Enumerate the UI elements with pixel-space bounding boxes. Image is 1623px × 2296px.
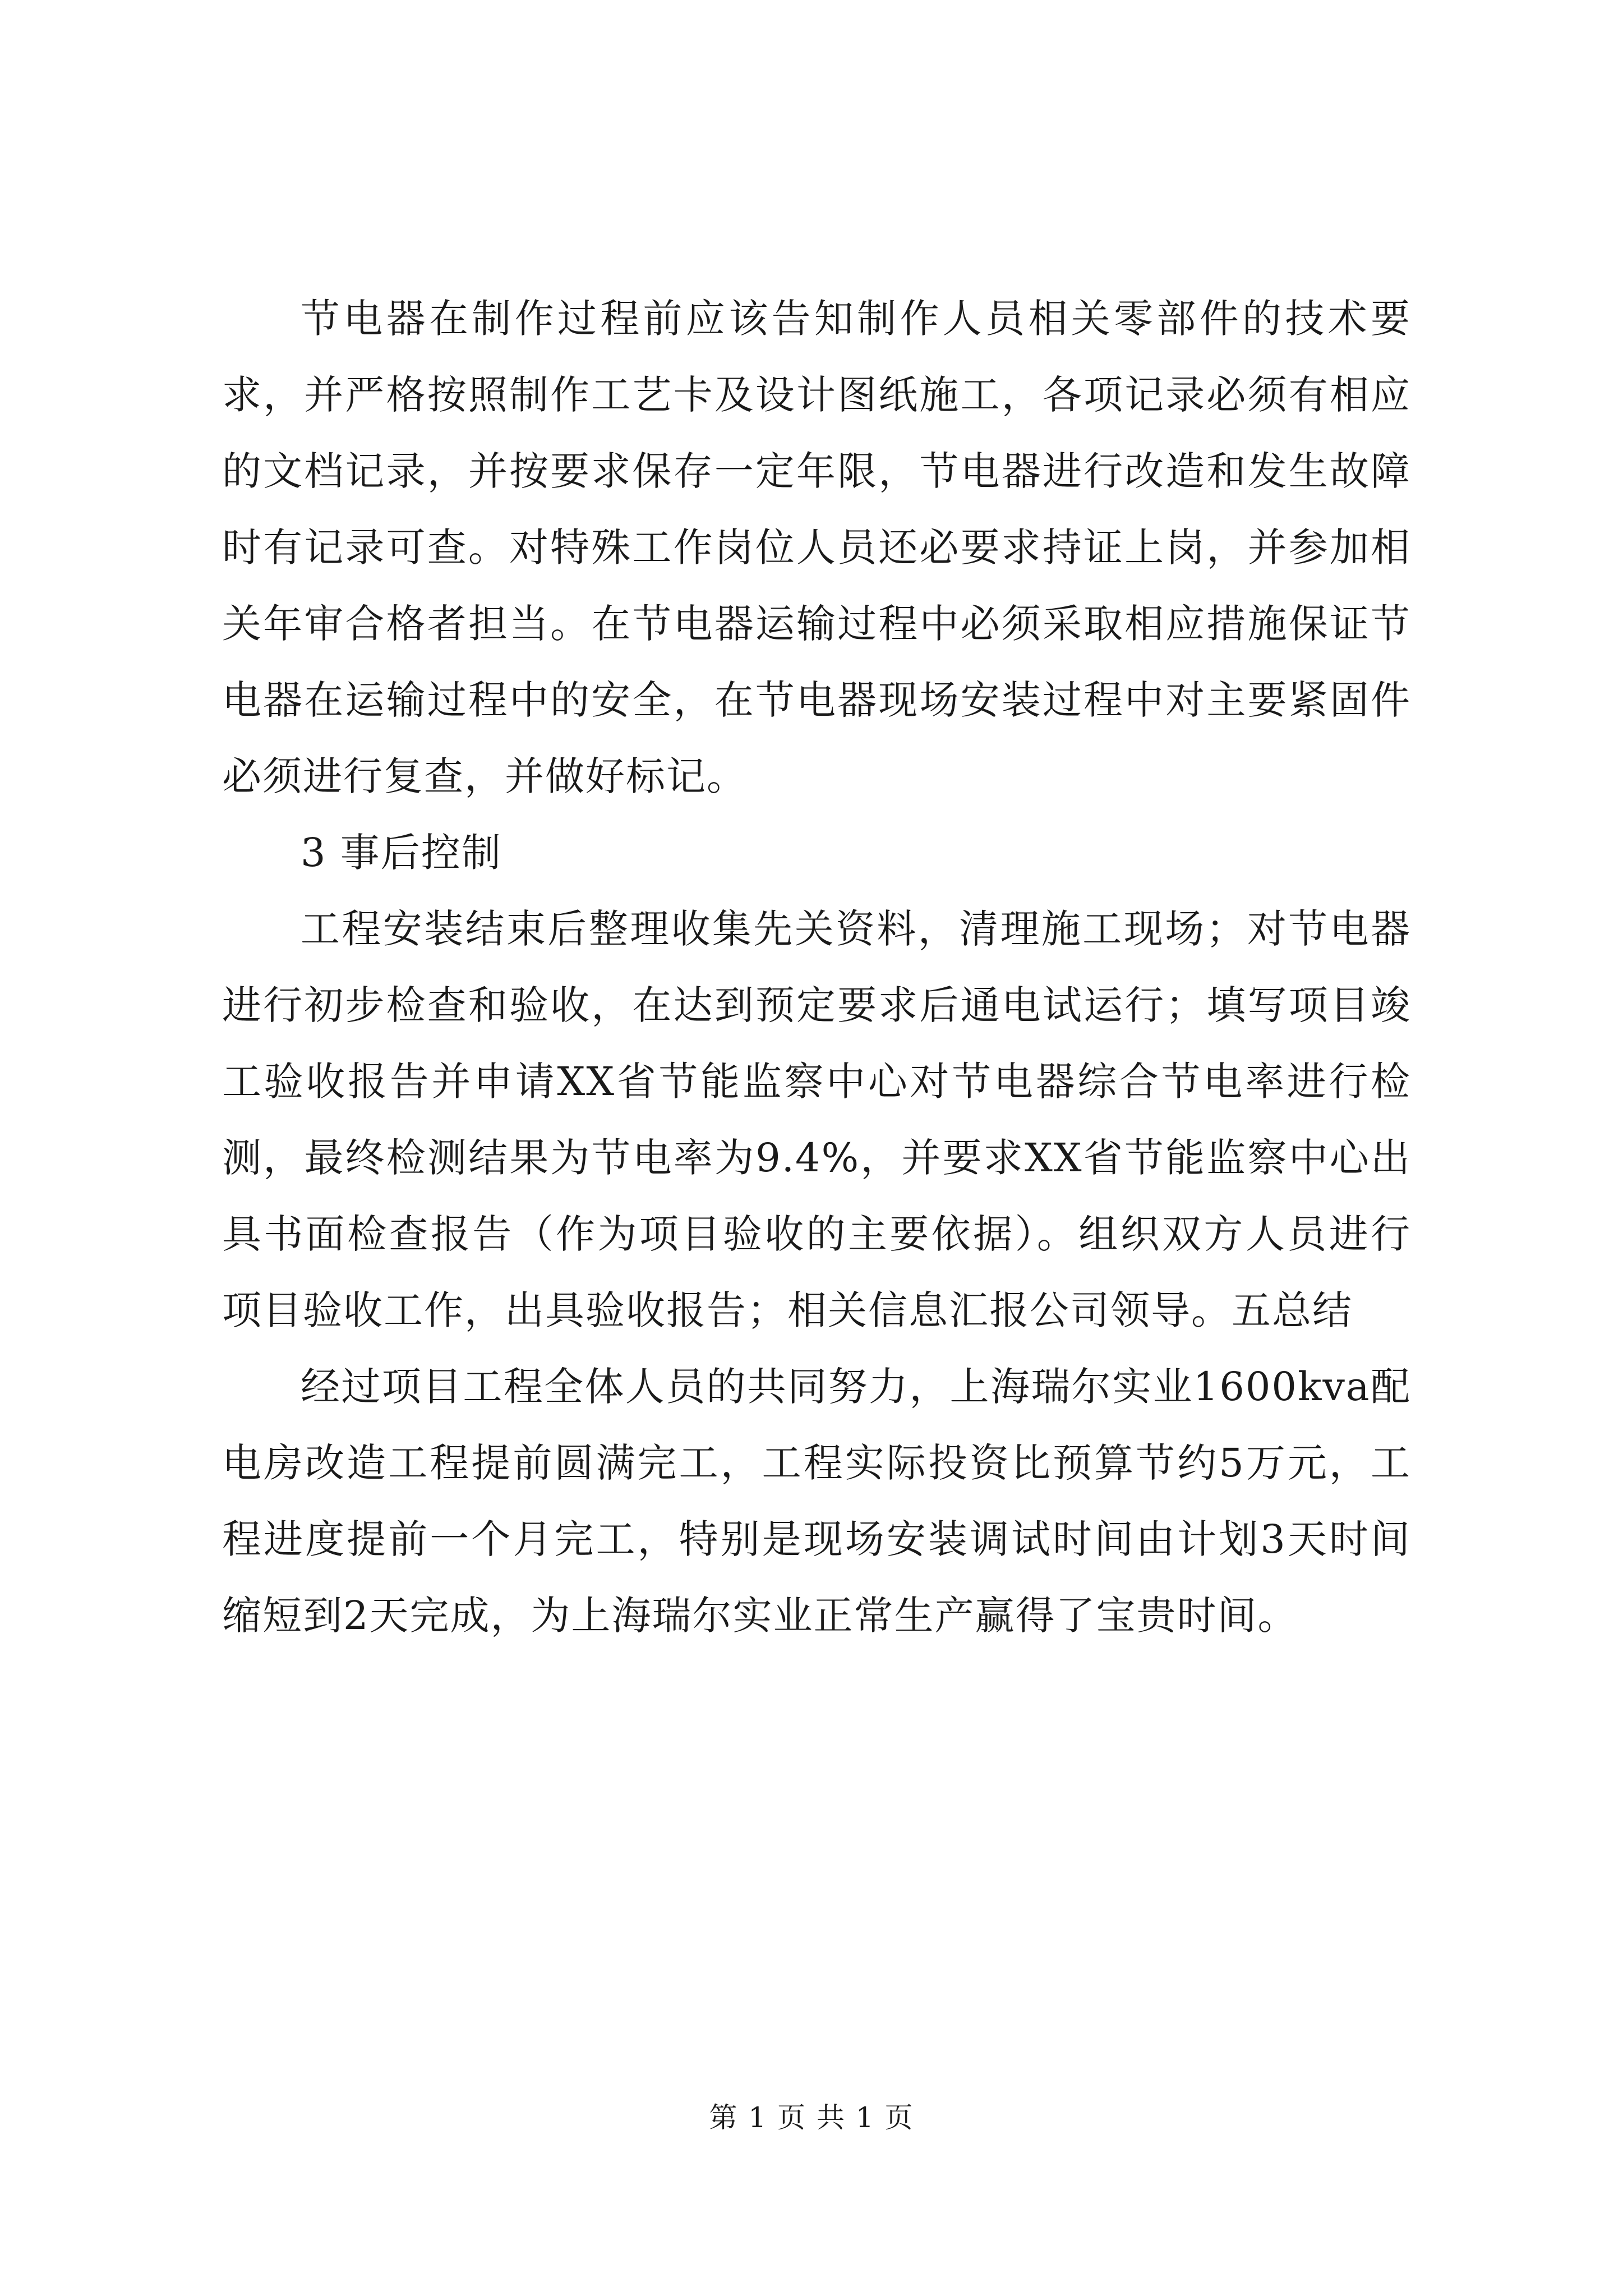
paragraph-summary: 经过项目工程全体人员的共同努力，上海瑞尔实业1600kva配电房改造工程提前圆满完工，工程实际投资比预算节约5万元，工程进度提前一个月完工，特别是现场安装调试时间由计划3天时间缩短到2天完成，为上海瑞尔实业正常生产赢得了宝贵时间。 [222, 1364, 1411, 1639]
page-footer: 第 1 页 共 1 页 [709, 2101, 914, 2134]
paragraph-production-control: 节电器在制作过程前应该告知制作人员相关零部件的技术要求，并严格按照制作工艺卡及设计图纸施工，各项记录必须有相应的文档记录，并按要求保存一定年限，节电器进行改造和发生故障时有记录可查。对特殊工作岗位人员还必要求持证上岗，并参加相关年审合格者担当。在节电器运输过程中必须采取相应措施保证节电器在运输过程中的安全，在节电器现场安装过程中对主要紧固件必须进行复查，并做好标记。 [222, 296, 1411, 799]
document-body [222, 280, 1411, 1654]
paragraph-acceptance: 工程安装结束后整理收集先关资料，清理施工现场；对节电器进行初步检查和验收，在达到预定要求后通电试运行；填写项目竣工验收报告并申请XX省节能监察中心对节电器综合节电率进行检测，最终检测结果为节电率为9.4%，并要求XX省节能监察中心出具书面检查报告（作为项目验收的主要依据）。组织双方人员进行项目验收工作，出具验收报告；相关信息汇报公司领导。五总结 [222, 906, 1411, 1333]
section-heading-post-control: 3 事后控制 [301, 830, 502, 876]
